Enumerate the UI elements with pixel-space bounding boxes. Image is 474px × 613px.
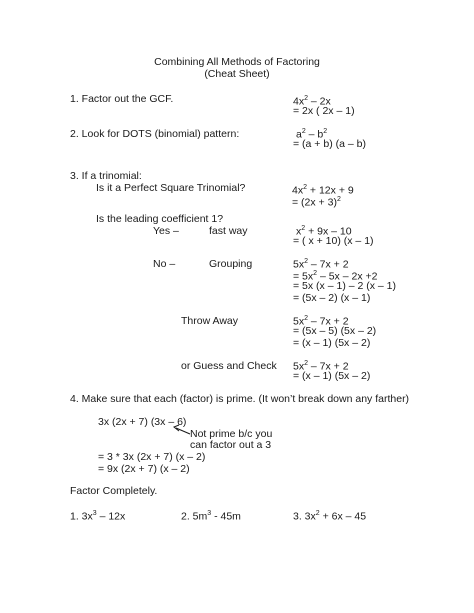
step2-result: = (a + b) (a – b) xyxy=(293,138,366,150)
pst-result: = $(2x + 3)^2$ xyxy=(292,196,341,209)
step4-expression: 3x (2x + 7) (3x – 6) xyxy=(98,416,187,428)
grouping-line: = (5x – 2) (x – 1) xyxy=(293,292,371,304)
step1-result: = 2x ( 2x – 1) xyxy=(293,105,355,117)
guess-and-check-line: $5x^2 - 7x + 2$ xyxy=(293,360,349,373)
fast-way-expression: $x^2 + 9x - 10$ xyxy=(296,225,352,238)
leading-coefficient-question: Is the leading coefficient 1? xyxy=(96,213,224,225)
throw-away-label: Throw Away xyxy=(181,315,238,327)
step1-expression: $4x^2 - 2x$ xyxy=(293,95,331,108)
practice-problem: 3. $3x^2 + 6x - 45$ xyxy=(293,510,367,523)
page-title: Combining All Methods of Factoring xyxy=(154,56,320,68)
throw-away-line: $5x^2 - 7x + 2$ xyxy=(293,315,349,328)
grouping-line: = 5x (x – 1) – 2 (x – 1) xyxy=(293,280,397,292)
step2-label: 2. Look for DOTS (binomial) pattern: xyxy=(70,128,240,140)
guess-and-check-label: or Guess and Check xyxy=(181,360,277,372)
practice-heading: Factor Completely. xyxy=(70,485,158,497)
practice-problem: 1. $3x^3 - 12x$ xyxy=(70,510,126,523)
not-prime-note: can factor out a 3 xyxy=(190,439,272,451)
step2-expression: $a^2 - b^2$ xyxy=(296,128,328,141)
grouping-line: = $5x^2 - 5x - 2x +2$ xyxy=(293,270,378,283)
yes-label: Yes – xyxy=(153,225,179,237)
grouping-line: $5x^2 - 7x + 2$ xyxy=(293,258,349,271)
page-subtitle: (Cheat Sheet) xyxy=(204,68,270,80)
fast-way-label: fast way xyxy=(209,225,248,237)
throw-away-line: = (5x – 5) (5x – 2) xyxy=(293,325,377,337)
not-prime-note: Not prime b/c you xyxy=(190,428,273,440)
grouping-label: Grouping xyxy=(209,258,253,270)
step3-label: 3. If a trinomial: xyxy=(70,170,142,182)
step4-label: 4. Make sure that each (factor) is prime. (It won’t break down any farther) xyxy=(70,393,410,405)
no-label: No – xyxy=(153,258,176,270)
guess-and-check-line: = (x – 1) (5x – 2) xyxy=(293,370,371,382)
pst-question: Is it a Perfect Square Trinomial? xyxy=(96,182,246,194)
pst-expression: $4x^2 + 12x + 9$ xyxy=(292,184,354,197)
throw-away-line: = (x – 1) (5x – 2) xyxy=(293,337,371,349)
step1-label: 1. Factor out the GCF. xyxy=(70,93,174,105)
step4-result: = 9x (2x + 7) (x – 2) xyxy=(98,463,190,475)
fast-way-result: = ( x + 10) (x – 1) xyxy=(293,235,374,247)
practice-problem: 2. $5m^3 - 45m$ xyxy=(181,510,241,523)
step4-result: = 3 * 3x (2x + 7) (x – 2) xyxy=(98,451,206,463)
